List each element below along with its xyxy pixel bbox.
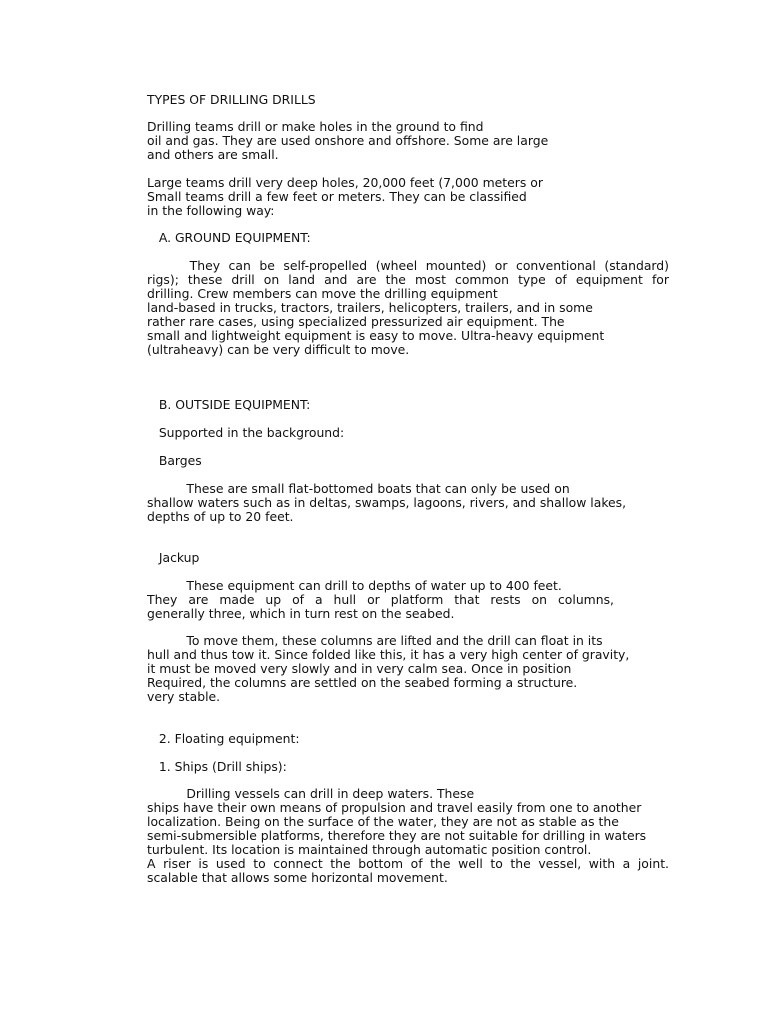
ships-line-5: turbulent. Its location is maintained through automatic position control. bbox=[147, 842, 592, 857]
floating-heading: 2. Floating equipment: bbox=[147, 731, 300, 746]
jackup-p2-line-2: hull and thus tow it. Since folded like this, it has a very high center of gravity, bbox=[147, 647, 630, 662]
section-a-line-1: They can be self-propelled (wheel mounted) or conventional (standard) bbox=[147, 258, 669, 273]
section-b-supported: Supported in the background: bbox=[147, 425, 345, 440]
intro2-line-3: in the following way: bbox=[147, 203, 275, 218]
jackup-p2-line-5: very stable. bbox=[147, 689, 221, 704]
section-a-line-5: rather rare cases, using specialized pressurized air equipment. The bbox=[147, 314, 565, 329]
barges-title: Barges bbox=[147, 453, 202, 468]
section-b-heading: B. OUTSIDE EQUIPMENT: bbox=[147, 397, 311, 412]
section-a-heading: A. GROUND EQUIPMENT: bbox=[147, 230, 311, 245]
ships-line-4: semi-submersible platforms, therefore they are not suitable for drilling in waters bbox=[147, 828, 647, 843]
ships-line-7: scalable that allows some horizontal movement. bbox=[147, 870, 448, 885]
jackup-p1-line-2: They are made up of a hull or platform that rests on columns, bbox=[147, 592, 614, 607]
ships-line-2: ships have their own means of propulsion and travel easily from one to another bbox=[147, 800, 642, 815]
jackup-p2-line-4: Required, the columns are settled on the seabed forming a structure. bbox=[147, 675, 578, 690]
jackup-p2-line-3: it must be moved very slowly and in very calm sea. Once in position bbox=[147, 661, 572, 676]
ships-line-1: Drilling vessels can drill in deep waters. These bbox=[147, 786, 475, 801]
barges-line-3: depths of up to 20 feet. bbox=[147, 509, 294, 524]
section-a-line-2: rigs); these drill on land and are the most common type of equipment for bbox=[147, 272, 669, 287]
barges-line-2: shallow waters such as in deltas, swamps, lagoons, rivers, and shallow lakes, bbox=[147, 495, 627, 510]
jackup-p1-line-3: generally three, which in turn rest on the seabed. bbox=[147, 606, 455, 621]
jackup-title: Jackup bbox=[147, 550, 200, 565]
section-a-line-7: (ultraheavy) can be very difficult to move. bbox=[147, 342, 410, 357]
jackup-p2-line-1: To move them, these columns are lifted and the drill can float in its bbox=[147, 633, 603, 648]
intro-line-1: Drilling teams drill or make holes in the ground to find bbox=[147, 119, 484, 134]
ships-title: 1. Ships (Drill ships): bbox=[147, 759, 287, 774]
section-a-line-3: drilling. Crew members can move the drilling equipment bbox=[147, 286, 498, 301]
document-title: TYPES OF DRILLING DRILLS bbox=[147, 92, 316, 107]
ships-line-3: localization. Being on the surface of the water, they are not as stable as the bbox=[147, 814, 619, 829]
intro-line-2: oil and gas. They are used onshore and offshore. Some are large bbox=[147, 133, 549, 148]
intro2-line-1: Large teams drill very deep holes, 20,000 feet (7,000 meters or bbox=[147, 175, 543, 190]
intro-line-3: and others are small. bbox=[147, 147, 279, 162]
barges-line-1: These are small flat-bottomed boats that can only be used on bbox=[147, 481, 570, 496]
section-a-line-6: small and lightweight equipment is easy to move. Ultra-heavy equipment bbox=[147, 328, 605, 343]
intro2-line-2: Small teams drill a few feet or meters. They can be classified bbox=[147, 189, 527, 204]
section-a-line-4: land-based in trucks, tractors, trailers, helicopters, trailers, and in some bbox=[147, 300, 593, 315]
jackup-p1-line-1: These equipment can drill to depths of water up to 400 feet. bbox=[147, 578, 562, 593]
ships-line-6: A riser is used to connect the bottom of the well to the vessel, with a joint. bbox=[147, 856, 669, 871]
